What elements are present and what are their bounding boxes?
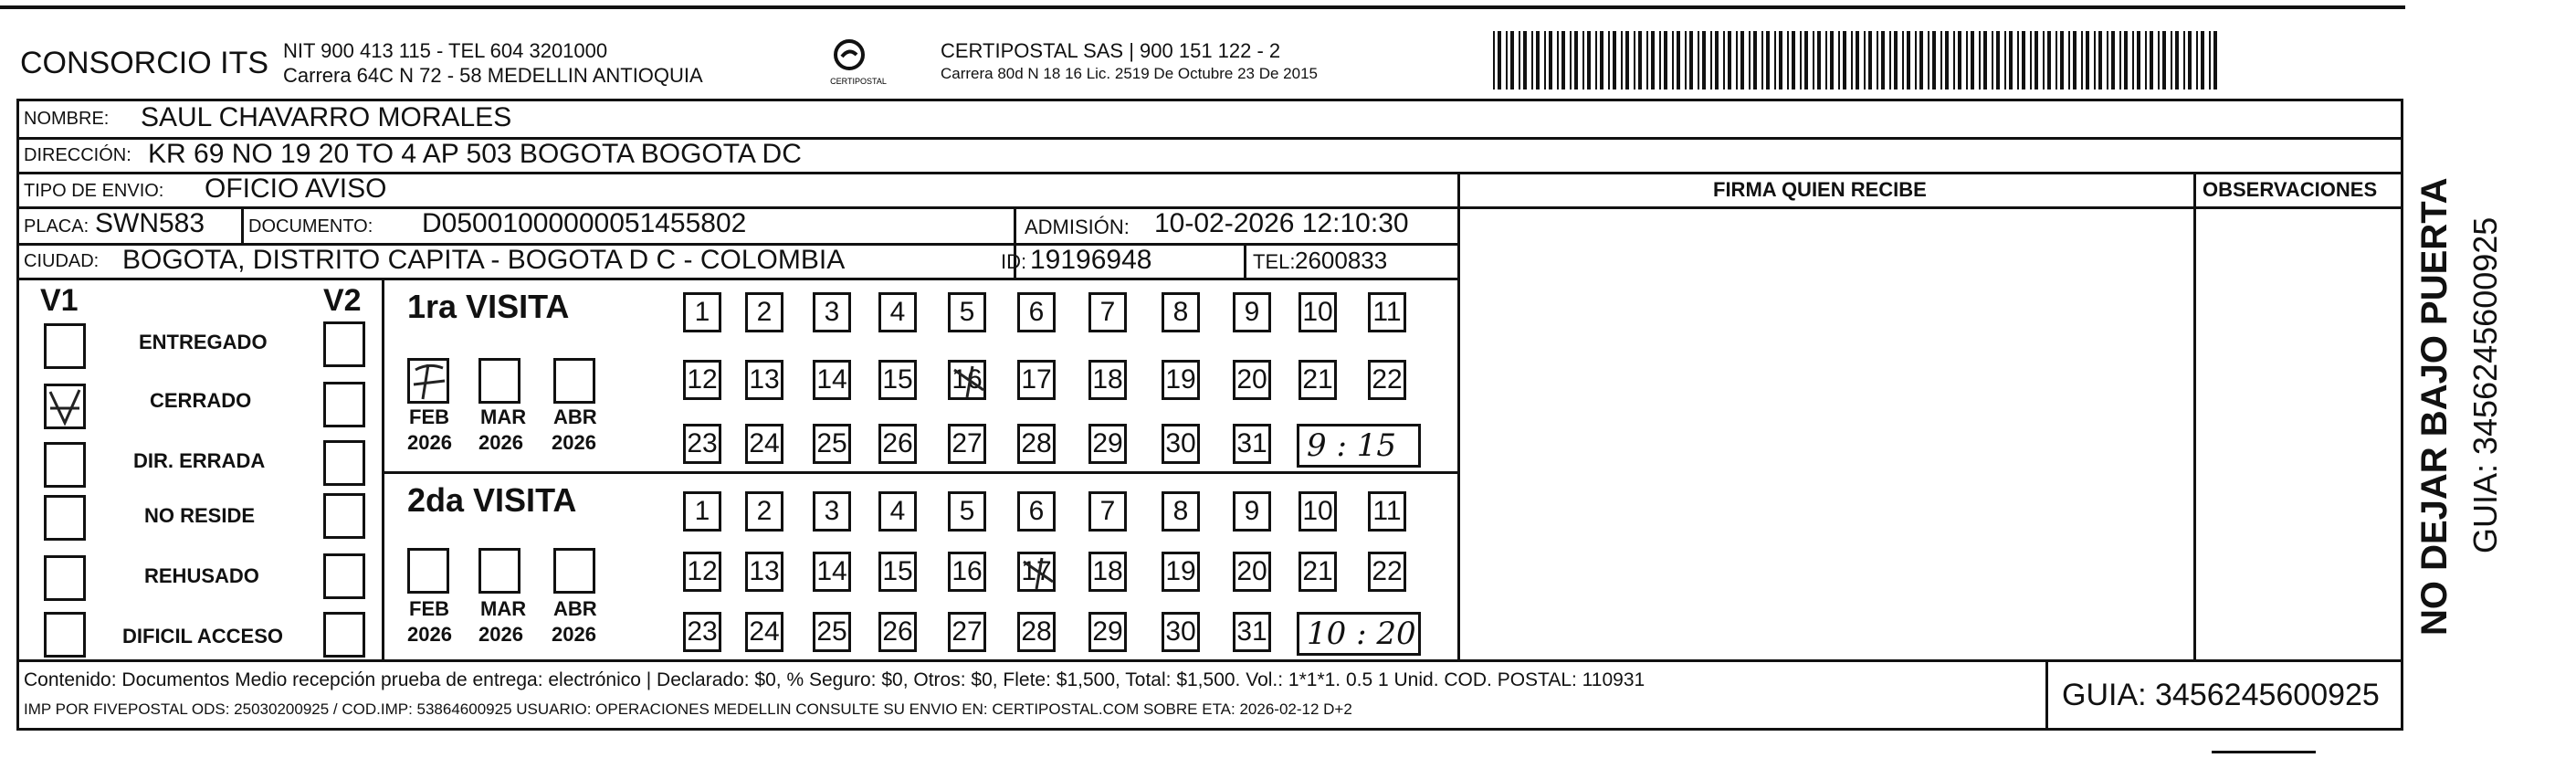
- visit-2-day[interactable]: 11: [1368, 491, 1406, 532]
- barcode-bar: [1979, 31, 1981, 89]
- visit-2-day[interactable]: 21: [1299, 552, 1337, 592]
- barcode-bar: [1723, 31, 1725, 89]
- id-label: ID:: [1001, 250, 1027, 273]
- barcode-bar: [1851, 31, 1853, 89]
- barcode-bar: [2145, 31, 2147, 89]
- barcode-bar: [1749, 31, 1751, 89]
- nombre-value: SAUL CHAVARRO MORALES: [141, 102, 512, 132]
- barcode-bar: [1919, 31, 1923, 89]
- barcode-bar: [2124, 31, 2128, 89]
- visit-1-day[interactable]: 11: [1368, 292, 1406, 332]
- barcode-bar: [2107, 31, 2108, 89]
- barcode-bar: [1608, 31, 1610, 89]
- placa-label: PLACA:: [24, 216, 89, 237]
- barcode-bar: [2150, 31, 2153, 89]
- v1-checkbox[interactable]: [44, 555, 86, 601]
- visit-2-month-year: 2026: [478, 623, 523, 646]
- barcode-bar: [1992, 31, 1993, 89]
- barcode-bar: [1561, 31, 1565, 89]
- v1-label: V1: [40, 283, 79, 318]
- visit-1-day[interactable]: 10: [1299, 292, 1337, 332]
- visit-2-day[interactable]: 31: [1233, 612, 1271, 652]
- placa-value: SWN583: [95, 208, 205, 238]
- barcode-bar: [2017, 31, 2019, 89]
- visit-2-day[interactable]: 9: [1233, 491, 1271, 532]
- footer-imp: IMP POR FIVEPOSTAL ODS: 25030200925 / COD.IMP: 53864600925 USUARIO: OPERACIONES MEDELLIN CONSULTE SU ENVIO EN: CERTIPOSTAL.COM SOBRE ETA: 2026-02-12 D+2: [24, 700, 1352, 718]
- barcode-bar: [1864, 31, 1866, 89]
- top-border: [0, 5, 2405, 9]
- v1-checkbox[interactable]: [44, 495, 86, 541]
- visit-1-time-handwritten: 9 : 15: [1307, 427, 1396, 464]
- visit-1-day[interactable]: 17: [1017, 360, 1056, 400]
- barcode-bar: [1672, 31, 1674, 89]
- barcode-bar: [1715, 31, 1719, 89]
- tel-value: 2600833: [1295, 247, 1388, 274]
- visit-1-day[interactable]: 14: [813, 360, 851, 400]
- barcode-bar: [1800, 31, 1802, 89]
- month-mark-icon: [410, 361, 447, 401]
- visit-2-day[interactable]: 29: [1088, 612, 1127, 652]
- barcode-bar: [2158, 31, 2160, 89]
- status-option-label: REHUSADO: [144, 564, 259, 587]
- visit-1-day[interactable]: 20: [1233, 360, 1271, 400]
- visit-2-time-handwritten: 10 : 20: [1307, 616, 1416, 652]
- visit-1-day[interactable]: 30: [1162, 424, 1200, 464]
- visit-2-day[interactable]: 8: [1162, 491, 1200, 532]
- firma-header: FIRMA QUIEN RECIBE: [1713, 178, 1927, 201]
- visit-2-month-abr[interactable]: [553, 548, 595, 594]
- visit-2-day[interactable]: 7: [1088, 491, 1127, 532]
- barcode-bar: [1549, 31, 1552, 89]
- barcode-bar: [1932, 31, 1936, 89]
- barcode-bar: [1868, 31, 1872, 89]
- visit-1-day[interactable]: 25: [813, 424, 851, 464]
- visit-1-day[interactable]: 19: [1162, 360, 1200, 400]
- v2-checkbox[interactable]: [323, 493, 365, 539]
- visit-1-day[interactable]: 9: [1233, 292, 1271, 332]
- visit-2-day[interactable]: 13: [745, 552, 783, 592]
- barcode-bar: [2043, 31, 2045, 89]
- barcode-bar: [1813, 31, 1814, 89]
- barcode-bar: [2009, 31, 2013, 89]
- footer-contenido: Contenido: Documentos Medio recepción prueba de entrega: electrónico | Declarado: $0, % Seguro: $0, Otros: $0, Flete: $1,500, Total: $1,500. Vol.: 1*1*1. 0.5 1 Unid. COD. POSTAL: 110931: [24, 669, 1645, 690]
- barcode-bar: [1587, 31, 1591, 89]
- barcode-bar: [1519, 31, 1520, 89]
- barcode-bar: [2035, 31, 2038, 89]
- barcode-bar: [1493, 31, 1495, 89]
- visit-2-day[interactable]: 28: [1017, 612, 1056, 652]
- visit-2-day[interactable]: 18: [1088, 552, 1127, 592]
- barcode-bar: [1958, 31, 1961, 89]
- barcode-bar: [2183, 31, 2185, 89]
- barcode-bar: [1523, 31, 1527, 89]
- barcode-bar: [2132, 31, 2134, 89]
- visit-1-month-year: 2026: [407, 431, 452, 454]
- barcode-bar: [2162, 31, 2166, 89]
- visit-2-month-label: FEB: [409, 597, 449, 620]
- barcode-bar: [1659, 31, 1661, 89]
- barcode-bar: [1843, 31, 1846, 89]
- barcode-bar: [1792, 31, 1795, 89]
- logo-text: CERTIPOSTAL: [830, 77, 887, 86]
- barcode-bar: [1953, 31, 1955, 89]
- barcode-bar: [1574, 31, 1578, 89]
- barcode-bar: [2060, 31, 2064, 89]
- barcode-bar: [2188, 31, 2192, 89]
- certipostal-logo-icon: [822, 37, 895, 89]
- barcode-bar: [1753, 31, 1757, 89]
- visit-1-title: 1ra VISITA: [407, 288, 570, 325]
- barcode-bar: [2094, 31, 2096, 89]
- barcode-bar: [1625, 31, 1629, 89]
- observaciones-header: OBSERVACIONES: [2203, 178, 2378, 201]
- visit-2-day[interactable]: 12: [683, 552, 721, 592]
- barcode-bar: [1685, 31, 1687, 89]
- no-dejar-bajo-puerta: NO DEJAR BAJO PUERTA: [2414, 177, 2455, 636]
- barcode-bar: [1740, 31, 1744, 89]
- barcode: [1493, 31, 2224, 89]
- visit-1-day[interactable]: 27: [948, 424, 986, 464]
- tipo-label: TIPO DE ENVIO:: [24, 181, 164, 201]
- barcode-bar: [1945, 31, 1949, 89]
- barcode-bar: [1557, 31, 1559, 89]
- barcode-bar: [1638, 31, 1642, 89]
- visit-2-month-feb[interactable]: [407, 548, 449, 594]
- visit-2-day[interactable]: 20: [1233, 552, 1271, 592]
- barcode-bar: [2209, 31, 2211, 89]
- barcode-bar: [2119, 31, 2121, 89]
- visit-1-month-year: 2026: [478, 431, 523, 454]
- v1-checkbox-checked[interactable]: [44, 384, 86, 429]
- barcode-bar: [1582, 31, 1584, 89]
- vline-guia: [2045, 659, 2048, 731]
- barcode-bar: [1698, 31, 1699, 89]
- visit-2-day[interactable]: 16: [948, 552, 986, 592]
- rule-visits-mid: [382, 471, 1457, 474]
- barcode-bar: [2171, 31, 2172, 89]
- barcode-bar: [1877, 31, 1878, 89]
- barcode-bar: [1595, 31, 1597, 89]
- visit-1-day[interactable]: 1: [683, 292, 721, 332]
- barcode-bar: [1915, 31, 1917, 89]
- barcode-bar: [1907, 31, 1910, 89]
- visit-1-day[interactable]: 31: [1233, 424, 1271, 464]
- barcode-bar: [2175, 31, 2179, 89]
- visit-1-day[interactable]: 23: [683, 424, 721, 464]
- visit-1-day[interactable]: 6: [1017, 292, 1056, 332]
- day-mark-icon: [1020, 554, 1057, 591]
- barcode-bar: [1779, 31, 1782, 89]
- barcode-bar: [2022, 31, 2025, 89]
- barcode-bar: [2073, 31, 2077, 89]
- barcode-bar: [1881, 31, 1885, 89]
- barcode-bar: [1966, 31, 1968, 89]
- barcode-bar: [1804, 31, 1808, 89]
- footer-guia: GUIA: 3456245600925: [2062, 678, 2380, 712]
- barcode-bar: [1838, 31, 1840, 89]
- visit-1-month-mar[interactable]: [478, 358, 520, 404]
- visit-2-day[interactable]: 17: [1017, 552, 1056, 592]
- barcode-bar: [2213, 31, 2217, 89]
- barcode-bar: [2111, 31, 2115, 89]
- barcode-bar: [1702, 31, 1706, 89]
- visit-1-day[interactable]: 24: [745, 424, 783, 464]
- side-guia: GUIA: 3456245600925: [2466, 216, 2504, 553]
- vline-placa: [241, 206, 244, 243]
- barcode-bar: [1621, 31, 1623, 89]
- status-option-label: DIR. ERRADA: [133, 449, 266, 472]
- barcode-bar: [2081, 31, 2083, 89]
- documento-label: DOCUMENTO:: [248, 216, 373, 237]
- barcode-bar: [2137, 31, 2140, 89]
- admision-label: ADMISIÓN:: [1025, 216, 1130, 238]
- barcode-bar: [2098, 31, 2102, 89]
- visit-2-month-year: 2026: [552, 623, 596, 646]
- company-nit: NIT 900 413 115 - TEL 604 3201000: [283, 39, 608, 62]
- visit-1-day[interactable]: 5: [948, 292, 986, 332]
- barcode-bar: [2047, 31, 2051, 89]
- vline-tel: [1244, 243, 1246, 278]
- visit-1-day[interactable]: 3: [813, 292, 851, 332]
- visit-2-day[interactable]: 30: [1162, 612, 1200, 652]
- barcode-bar: [1889, 31, 1891, 89]
- visit-1-day[interactable]: 22: [1368, 360, 1406, 400]
- visit-1-time-box[interactable]: [1297, 424, 1421, 468]
- rule-5: [16, 278, 1457, 280]
- barcode-bar: [1570, 31, 1572, 89]
- barcode-bar: [2201, 31, 2204, 89]
- status-option-label: DIFICIL ACCESO: [122, 625, 284, 647]
- v2-checkbox[interactable]: [323, 440, 365, 486]
- vline-firma-right: [2193, 172, 2196, 659]
- visit-2-day[interactable]: 5: [948, 491, 986, 532]
- barcode-bar: [1510, 31, 1514, 89]
- visit-1-day[interactable]: 12: [683, 360, 721, 400]
- vline-status: [382, 278, 384, 659]
- barcode-bar: [1600, 31, 1603, 89]
- company-address: Carrera 64C N 72 - 58 MEDELLIN ANTIOQUIA: [283, 64, 703, 87]
- visit-1-month-label: MAR: [480, 405, 527, 428]
- barcode-bar: [1902, 31, 1904, 89]
- v2-checkbox[interactable]: [323, 553, 365, 599]
- visit-2-title: 2da VISITA: [407, 481, 577, 519]
- visit-1-month-year: 2026: [552, 431, 596, 454]
- barcode-bar: [2196, 31, 2198, 89]
- barcode-bar: [2004, 31, 2006, 89]
- barcode-bar: [2086, 31, 2089, 89]
- visit-1-day[interactable]: 16: [948, 360, 986, 400]
- visit-1-month-label: FEB: [409, 405, 449, 428]
- company-name: CONSORCIO ITS: [20, 46, 269, 80]
- rule-6: [1457, 206, 2403, 209]
- visit-1-month-feb[interactable]: [407, 358, 449, 404]
- v2-checkbox[interactable]: [323, 382, 365, 427]
- visit-1-day[interactable]: 4: [878, 292, 917, 332]
- documento-value: D05001000000051455802: [422, 208, 747, 238]
- visit-1-day[interactable]: 21: [1299, 360, 1337, 400]
- v2-checkbox[interactable]: [323, 612, 365, 658]
- visit-1-day[interactable]: 28: [1017, 424, 1056, 464]
- barcode-bar: [1664, 31, 1667, 89]
- visit-2-month-label: MAR: [480, 597, 527, 620]
- nombre-label: NOMBRE:: [24, 109, 110, 129]
- barcode-bar: [1817, 31, 1821, 89]
- barcode-bar: [1894, 31, 1898, 89]
- barcode-bar: [1506, 31, 1508, 89]
- check-mark-icon: [47, 386, 83, 426]
- visit-2-time-box[interactable]: [1297, 612, 1421, 656]
- visit-2-day[interactable]: 26: [878, 612, 917, 652]
- visit-2-day[interactable]: 4: [878, 491, 917, 532]
- visit-1-month-abr[interactable]: [553, 358, 595, 404]
- barcode-bar: [1983, 31, 1987, 89]
- visit-1-day[interactable]: 29: [1088, 424, 1127, 464]
- barcode-bar: [1825, 31, 1827, 89]
- barcode-bar: [1544, 31, 1546, 89]
- barcode-bar: [1613, 31, 1616, 89]
- visit-2-day[interactable]: 1: [683, 491, 721, 532]
- visit-2-day[interactable]: 15: [878, 552, 917, 592]
- tipo-value: OFICIO AVISO: [205, 174, 387, 204]
- ciudad-value: BOGOTA, DISTRITO CAPITA - BOGOTA D C - COLOMBIA: [122, 245, 846, 275]
- barcode-bar: [2030, 31, 2032, 89]
- v1-checkbox[interactable]: [44, 323, 86, 369]
- visit-2-day[interactable]: 14: [813, 552, 851, 592]
- status-option-label: NO RESIDE: [144, 504, 256, 527]
- visit-2-month-label: ABR: [553, 597, 597, 620]
- barcode-bar: [1787, 31, 1789, 89]
- visit-2-month-year: 2026: [407, 623, 452, 646]
- day-mark-icon: [951, 363, 987, 399]
- barcode-bar: [1710, 31, 1712, 89]
- barcode-bar: [2056, 31, 2057, 89]
- bottom-mark: [2212, 751, 2316, 753]
- admision-value: 10-02-2026 12:10:30: [1154, 208, 1409, 238]
- barcode-bar: [1536, 31, 1540, 89]
- v2-checkbox[interactable]: [323, 321, 365, 367]
- visit-1-day[interactable]: 26: [878, 424, 917, 464]
- barcode-bar: [1940, 31, 1942, 89]
- v1-checkbox[interactable]: [44, 442, 86, 488]
- visit-2-day[interactable]: 22: [1368, 552, 1406, 592]
- ciudad-label: CIUDAD:: [24, 251, 100, 271]
- tel-label: TEL:: [1253, 250, 1296, 273]
- barcode-bar: [1677, 31, 1680, 89]
- visit-1-day[interactable]: 2: [745, 292, 783, 332]
- visit-1-day[interactable]: 7: [1088, 292, 1127, 332]
- barcode-bar: [1498, 31, 1501, 89]
- carrier-line1: CERTIPOSTAL SAS | 900 151 122 - 2: [941, 39, 1281, 62]
- id-value: 19196948: [1030, 245, 1152, 275]
- barcode-bar: [1651, 31, 1655, 89]
- direccion-value: KR 69 NO 19 20 TO 4 AP 503 BOGOTA BOGOTA DC: [148, 139, 802, 169]
- barcode-bar: [1856, 31, 1859, 89]
- barcode-bar: [1689, 31, 1693, 89]
- visit-1-day[interactable]: 15: [878, 360, 917, 400]
- visit-2-day[interactable]: 6: [1017, 491, 1056, 532]
- v1-checkbox[interactable]: [44, 612, 86, 658]
- barcode-bar: [1766, 31, 1770, 89]
- barcode-bar: [2068, 31, 2070, 89]
- visit-1-month-label: ABR: [553, 405, 597, 428]
- barcode-bar: [1634, 31, 1635, 89]
- carrier-line2: Carrera 80d N 18 16 Lic. 2519 De Octubre 23 De 2015: [941, 65, 1318, 82]
- barcode-bar: [1774, 31, 1776, 89]
- barcode-bar: [1646, 31, 1648, 89]
- visit-2-day[interactable]: 23: [683, 612, 721, 652]
- visit-2-day[interactable]: 25: [813, 612, 851, 652]
- visit-2-day[interactable]: 19: [1162, 552, 1200, 592]
- barcode-bar: [1971, 31, 1974, 89]
- vline-firma-left: [1457, 172, 1460, 659]
- status-option-label: CERRADO: [150, 389, 252, 412]
- barcode-bar: [1531, 31, 1533, 89]
- direccion-label: DIRECCIÓN:: [24, 145, 131, 165]
- visit-2-month-mar[interactable]: [478, 548, 520, 594]
- visit-2-day[interactable]: 24: [745, 612, 783, 652]
- visit-1-day[interactable]: 13: [745, 360, 783, 400]
- visit-2-day[interactable]: 3: [813, 491, 851, 532]
- status-option-label: ENTREGADO: [139, 331, 268, 353]
- barcode-bar: [1761, 31, 1763, 89]
- visit-2-day[interactable]: 2: [745, 491, 783, 532]
- barcode-bar: [1736, 31, 1738, 89]
- barcode-bar: [1830, 31, 1834, 89]
- visit-1-day[interactable]: 8: [1162, 292, 1200, 332]
- barcode-bar: [1996, 31, 2000, 89]
- barcode-bar: [1728, 31, 1731, 89]
- visit-1-day[interactable]: 18: [1088, 360, 1127, 400]
- barcode-bar: [1928, 31, 1929, 89]
- visit-2-day[interactable]: 10: [1299, 491, 1337, 532]
- visit-2-day[interactable]: 27: [948, 612, 986, 652]
- v2-label: V2: [323, 283, 362, 318]
